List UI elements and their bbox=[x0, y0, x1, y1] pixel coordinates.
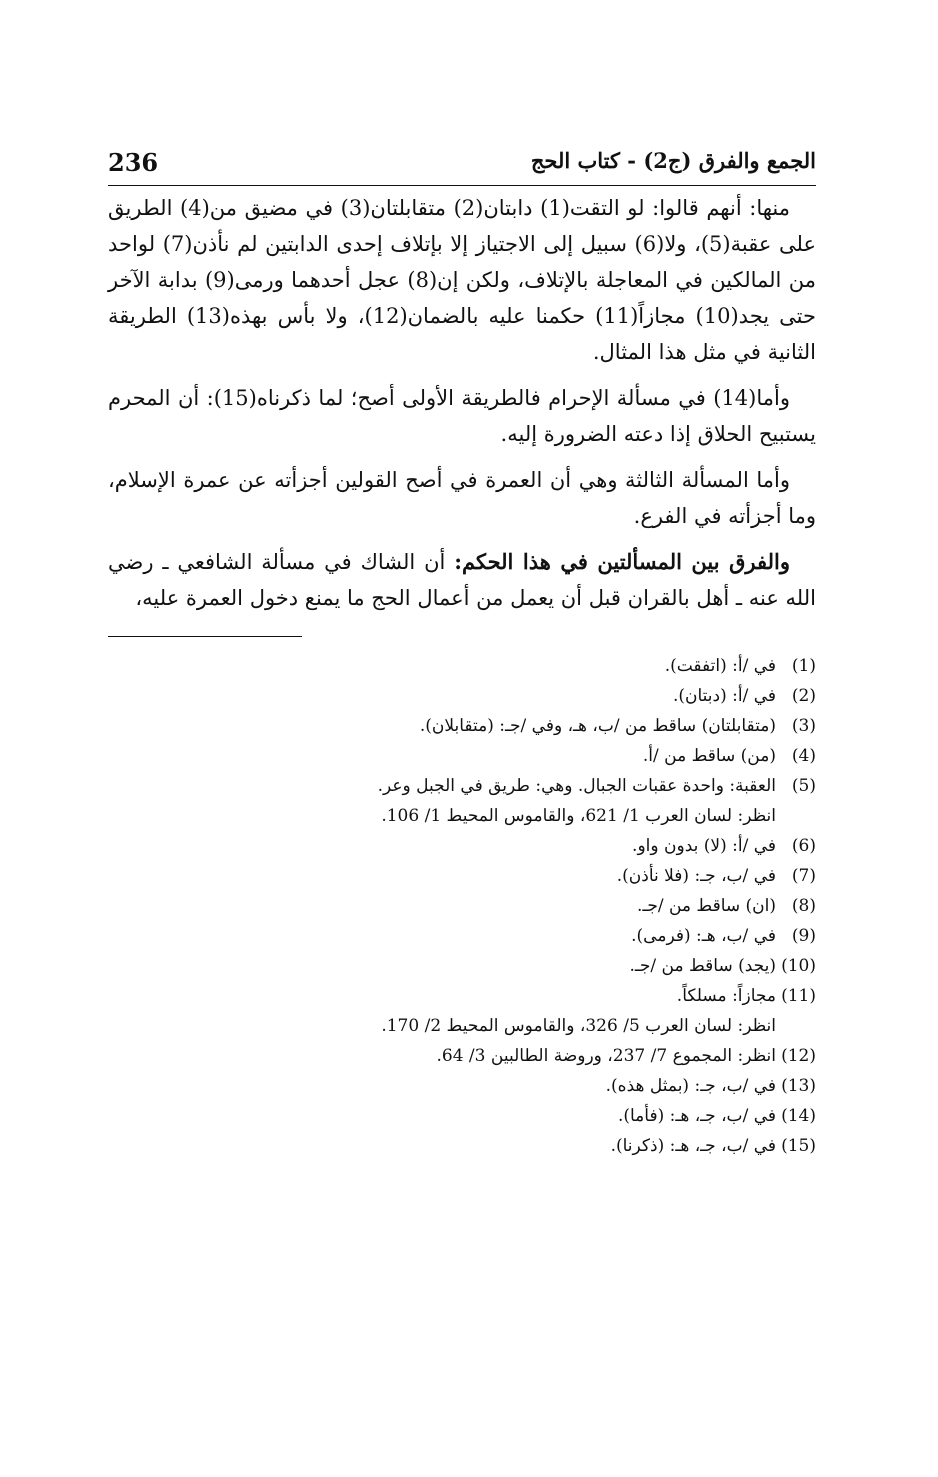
paragraph-text: منها: أنهم قالوا: لو التقت(1) دابتان(2) متقابلتان(3) في مضيق من(4) الطريق على عقبة(5)، ولا(6) سبيل إلى الاجتياز إلا بإتلاف إحدى الدابتين لم نأذن(7) لواحد من المالكين في المعاجلة بالإتلاف، ولكن إن(8) عجل أحدهما ورمى(9) بدابة الآخر حتى يجد(10) مجازاً(11) حكمنا عليه بالضمان(12)، ولا بأس بهذه(13) الطريقة الثانية في مثل هذا المثال. bbox=[108, 196, 816, 364]
footnote bbox=[108, 981, 816, 1011]
footnote-text: (من) ساقط من /أ. bbox=[642, 746, 776, 766]
footnote-text: (متقابلتان) ساقط من /ب، هـ، وفي /جـ: (متقابلان). bbox=[419, 716, 776, 736]
footnote-text: (يجد) ساقط من /جـ. bbox=[629, 956, 776, 976]
footnote-text: في /أ: (دبتان). bbox=[672, 686, 776, 706]
paragraph bbox=[108, 380, 816, 452]
footnote-text: في /ب، جـ: (بمثل هذه). bbox=[605, 1076, 776, 1096]
footnote-text: في /ب، جـ، هـ: (فأما). bbox=[617, 1106, 776, 1126]
document-page bbox=[108, 148, 816, 1161]
footnote-number: (13) bbox=[781, 1076, 816, 1096]
footnote-text: انظر: لسان العرب 5/ 326، والقاموس المحيط 2/ 170. bbox=[381, 1016, 776, 1036]
paragraph-text: وأما(14) في مسألة الإحرام فالطريقة الأولى أصح؛ لما ذكرناه(15): أن المحرم يستبيح الحلاق إذا دعته الضرورة إليه. bbox=[108, 386, 816, 446]
footnote bbox=[108, 831, 816, 861]
footnote bbox=[108, 771, 816, 801]
footnote-text: في /ب، جـ: (فلا نأذن). bbox=[616, 866, 776, 886]
footnote-number: (12) bbox=[781, 1046, 816, 1066]
footnote-text: في /أ: (لا) بدون واو. bbox=[632, 836, 776, 856]
paragraph bbox=[108, 190, 816, 370]
footnote bbox=[108, 741, 816, 771]
footnote-continuation bbox=[108, 1011, 816, 1041]
footnote-text: انظر: المجموع 7/ 237، وروضة الطالبين 3/ 64. bbox=[436, 1046, 776, 1066]
footnote-continuation bbox=[108, 801, 816, 831]
footnote-number: (8) bbox=[791, 896, 816, 916]
footnote bbox=[108, 951, 816, 981]
footnote-number: (15) bbox=[781, 1136, 816, 1156]
paragraph-text: وأما المسألة الثالثة وهي أن العمرة في أصح القولين أجزأته عن عمرة الإسلام، وما أجزأته في الفرع. bbox=[108, 468, 816, 528]
footnote bbox=[108, 651, 816, 681]
page-number: 236 bbox=[108, 148, 159, 177]
footnote-text: العقبة: واحدة عقبات الجبال. وهي: طريق في الجبل وعر. bbox=[377, 776, 776, 796]
paragraph-text: أن الشاك في مسألة الشافعي ـ رضي الله عنه ـ أهل بالقران قبل أن يعمل من أعمال الحج ما يمنع دخول العمرة عليه، bbox=[108, 550, 816, 610]
footnote-number: (14) bbox=[781, 1106, 816, 1126]
paragraph-lead: والفرق بين المسألتين في هذا الحكم: bbox=[454, 549, 790, 574]
footnote-number: (1) bbox=[791, 656, 816, 676]
footnote-text: في /ب، هـ: (فرمى). bbox=[631, 926, 776, 946]
footnote bbox=[108, 1131, 816, 1161]
header-rule bbox=[108, 185, 816, 186]
footnote bbox=[108, 711, 816, 741]
footnote-number: (10) bbox=[781, 956, 816, 976]
footnote-number: (7) bbox=[791, 866, 816, 886]
running-title: الجمع والفرق (ج2) - كتاب الحج bbox=[530, 148, 816, 173]
footnote-text: انظر: لسان العرب 1/ 621، والقاموس المحيط 1/ 106. bbox=[381, 806, 776, 826]
footnote-text: (ان) ساقط من /جـ. bbox=[636, 896, 776, 916]
footnote bbox=[108, 1041, 816, 1071]
body-text bbox=[108, 190, 816, 616]
footnote bbox=[108, 861, 816, 891]
footnotes bbox=[108, 651, 816, 1161]
footnote-text: في /أ: (اتفقت). bbox=[664, 656, 776, 676]
footnote-number: (6) bbox=[791, 836, 816, 856]
footnote-number: (4) bbox=[791, 746, 816, 766]
page-header bbox=[108, 148, 816, 188]
footnote-number: (2) bbox=[791, 686, 816, 706]
footnote bbox=[108, 681, 816, 711]
footnote-number: (11) bbox=[781, 986, 816, 1006]
footnote bbox=[108, 1071, 816, 1101]
footnote-number: (5) bbox=[791, 776, 816, 796]
footnote-number: (3) bbox=[791, 716, 816, 736]
footnote-number: (9) bbox=[791, 926, 816, 946]
footnote-rule bbox=[108, 636, 302, 637]
footnote bbox=[108, 921, 816, 951]
footnote-text: مجازاً: مسلكاً. bbox=[676, 986, 776, 1006]
footnote-text: في /ب، جـ، هـ: (ذكرنا). bbox=[610, 1136, 776, 1156]
paragraph bbox=[108, 462, 816, 534]
footnote bbox=[108, 891, 816, 921]
paragraph bbox=[108, 544, 816, 616]
footnote bbox=[108, 1101, 816, 1131]
